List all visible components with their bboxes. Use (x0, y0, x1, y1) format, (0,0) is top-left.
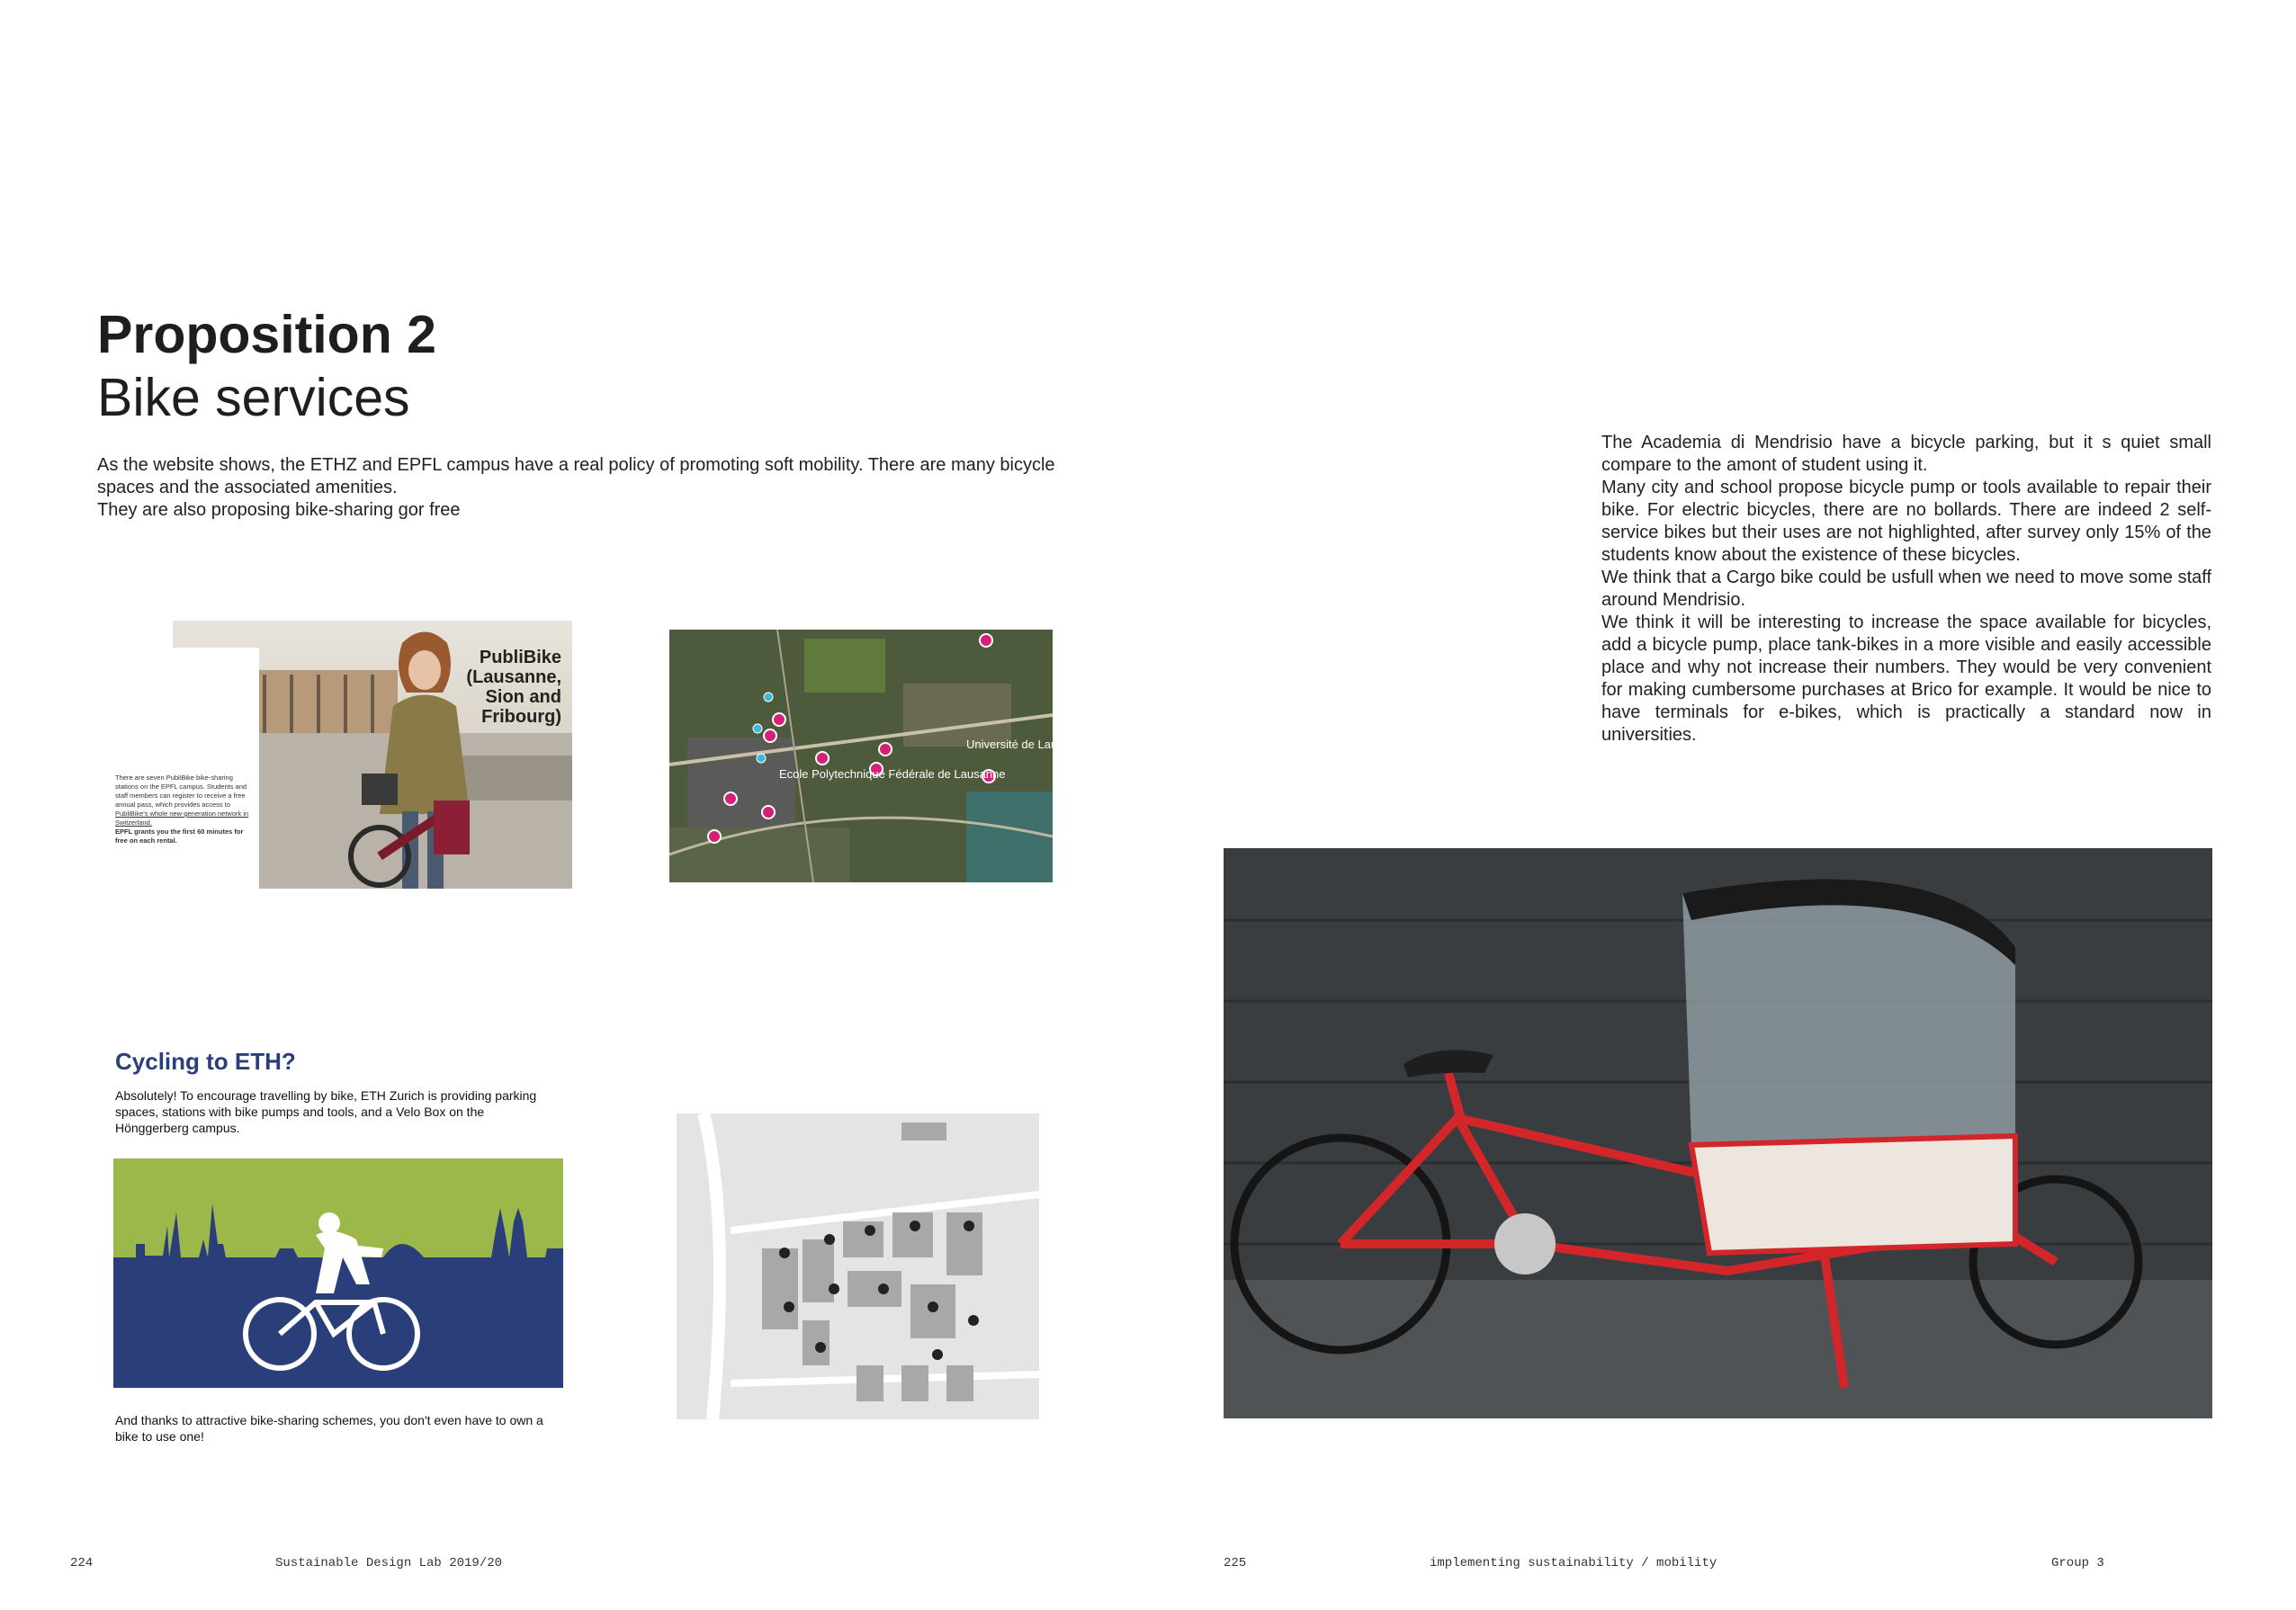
paragraph: The Academia di Mendrisio have a bicycle parking, but it s quiet small compare to the amont of student using it. (1601, 433, 2211, 475)
publibike-free-minutes: EPFL grants you the first 60 minutes for free on each rental. (115, 827, 244, 845)
page-title: Proposition 2 (97, 305, 436, 364)
publibike-body: There are seven PubliBike bike-sharing stations on the EPFL campus. Students and staff members can register to receive a free annual pass, which provides access to (115, 774, 247, 809)
publibike-network-link[interactable]: PubliBike's whole new-generation network in Switzerland. (115, 809, 249, 827)
eth-text: Absolutely! To encourage travelling by bike, ETH Zurich is providing parking spaces, stations with bike pumps and tools, and a Velo Box on the Hönggerberg campus. (115, 1088, 537, 1135)
epfl-campus-map (669, 630, 1090, 882)
intro-line: As the website shows, the ETHZ and EPFL campus have a real policy of promoting soft mobility. There are many bicycle spaces and the associated amenities. (97, 455, 1055, 497)
eth-cycling-illustration (113, 1158, 563, 1388)
footer-label-right: implementing sustainability / mobility (1430, 1556, 1718, 1570)
cargo-bike-photo (1224, 848, 2212, 1418)
footer-page-right: 225 (1224, 1556, 1247, 1570)
paragraph: Many city and school propose bicycle pump or tools available to repair their bike. For electric bicycles, there are no bollards. There are indeed 2 self-service bikes but their uses are not highlighted, after survey only 15% of the students know about the existence of these bicycles. (1601, 478, 2211, 565)
intro-text (97, 454, 1078, 522)
intro-line: They are also proposing bike-sharing gor free (97, 500, 461, 520)
map-label-epfl: Ecole Polytechnique Fédérale de Lausanne (779, 767, 1006, 781)
eth-card (113, 1048, 563, 1453)
footer-group: Group 3 (2051, 1556, 2104, 1570)
right-column-text (1601, 432, 2211, 747)
map-label-unil: Université de Lausanne (966, 738, 1090, 751)
publibike-info-panel (110, 648, 259, 889)
eth-title: Cycling to ETH? (115, 1048, 296, 1075)
publibike-heading: PubliBike (Lausanne, Sion and Fribourg) (466, 648, 561, 727)
publibike-description (115, 774, 250, 845)
paragraph: We think it will be interesting to increase the space available for bicycles, add a bicycle pump, place tank-bikes in a more visible and easily accessible place and why not increase their numbers. They would be very convenient for making cumbersome purchases at Brico for example. It would be nice to have terminals for e-bikes, which is practically a standard now in universities. (1601, 613, 2211, 745)
footer-label-left: Sustainable Design Lab 2019/20 (275, 1556, 503, 1570)
eth-bottom-text: And thanks to attractive bike-sharing schemes, you don't even have to own a bike to use one! (115, 1413, 543, 1444)
eth-campus-map (677, 1114, 1039, 1419)
footer-page-left: 224 (70, 1556, 94, 1570)
paragraph: We think that a Cargo bike could be usfull when we need to move some staff around Mendrisio. (1601, 568, 2211, 610)
publibike-card (110, 621, 572, 889)
page-subtitle: Bike services (97, 368, 410, 427)
